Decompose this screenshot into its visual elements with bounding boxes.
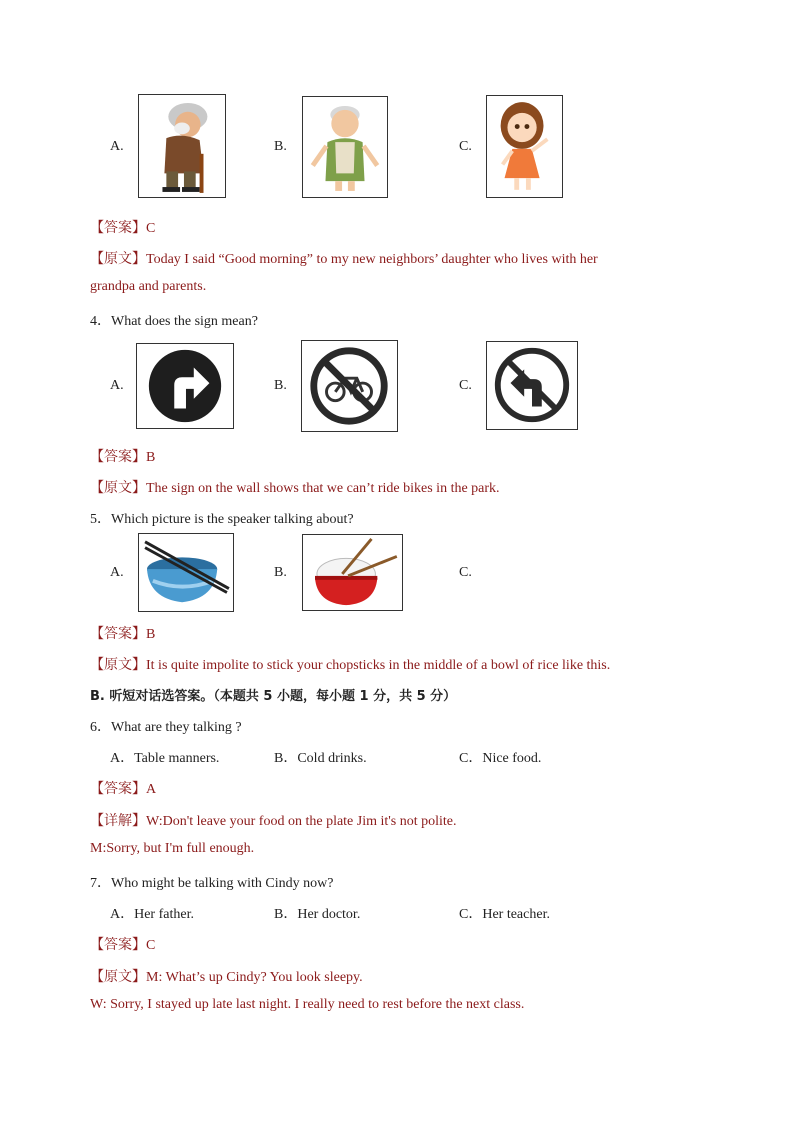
- q4-option-b-label: B.: [274, 378, 287, 393]
- q7-option-c: C．Her teacher.: [459, 907, 550, 922]
- original-line: The sign on the wall shows that we can’t ride bikes in the park.: [146, 481, 500, 496]
- q4-option-a-image: [136, 343, 234, 429]
- q6-answer: [90, 778, 156, 798]
- grandmother-icon: [303, 97, 387, 197]
- q3-option-a-label: A.: [110, 139, 124, 154]
- q7-original-text-line2: W: Sorry, I stayed up late last night. I really need to rest before the next class.: [90, 997, 525, 1012]
- answer-value: C: [146, 938, 156, 953]
- detail-line: W:Don't leave your food on the plate Jim it's not polite.: [146, 814, 457, 829]
- q4-option-a-label: A.: [110, 378, 124, 393]
- q3-option-b-image: [302, 96, 388, 198]
- q4-option-c-label: C.: [459, 378, 472, 393]
- q5-option-b-image: [302, 534, 403, 611]
- q7-original-text: [90, 966, 363, 986]
- q6-detail-line2: M:Sorry, but I'm full enough.: [90, 841, 255, 856]
- q4-option-c-image: [486, 341, 578, 430]
- no-left-turn-sign-icon: [487, 342, 577, 429]
- answer-tag: 【答案】: [90, 627, 146, 642]
- original-tag: 【原文】: [90, 658, 146, 673]
- detail-tag: 【详解】: [90, 814, 146, 829]
- answer-value: B: [146, 450, 156, 465]
- q3-answer: [90, 217, 155, 237]
- q6-option-b: B．Cold drinks.: [274, 751, 367, 766]
- answer-tag: 【答案】: [90, 221, 146, 236]
- answer-tag: 【答案】: [90, 938, 146, 953]
- q4-option-b-image: [301, 340, 398, 432]
- q3-original-text-line2: grandpa and parents.: [90, 279, 207, 294]
- original-line: Today I said “Good morning” to my new neighbors’ daughter who lives with her: [146, 252, 598, 267]
- rice-bowl-chopsticks-icon: [303, 535, 402, 610]
- q4-original-text: [90, 477, 500, 497]
- q6-question: 6．What are they talking ?: [90, 720, 242, 735]
- q5-option-c-label: C.: [459, 565, 472, 580]
- q7-option-a: A．Her father.: [110, 907, 194, 922]
- q6-option-a: A．Table manners.: [110, 751, 220, 766]
- answer-value: B: [146, 627, 156, 642]
- girl-icon: [487, 96, 562, 197]
- q7-question: 7．Who might be talking with Cindy now?: [90, 876, 334, 891]
- answer-value: C: [146, 221, 156, 236]
- answer-value: A: [146, 782, 157, 797]
- original-tag: 【原文】: [90, 970, 146, 985]
- q4-answer: [90, 446, 155, 466]
- section-b-heading: B. 听短对话选答案。（本题共 5 小题，每小题 1 分，共 5 分）: [90, 689, 457, 704]
- q5-option-b-label: B.: [274, 565, 287, 580]
- old-man-icon: [139, 95, 225, 197]
- q3-option-c-image: [486, 95, 563, 198]
- q7-answer: [90, 934, 155, 954]
- q3-option-b-label: B.: [274, 139, 287, 154]
- q3-option-c-label: C.: [459, 139, 472, 154]
- q3-option-a-image: [138, 94, 226, 198]
- q5-answer: [90, 623, 155, 643]
- q6-detail: [90, 810, 457, 830]
- q5-question: 5．Which picture is the speaker talking about?: [90, 512, 354, 527]
- no-bicycle-sign-icon: [302, 341, 397, 431]
- answer-tag: 【答案】: [90, 450, 146, 465]
- q3-original-text: [90, 248, 598, 268]
- original-line: M: What’s up Cindy? You look sleepy.: [146, 970, 363, 985]
- q4-question: 4．What does the sign mean?: [90, 314, 258, 329]
- original-line: It is quite impolite to stick your chopsticks in the middle of a bowl of rice like this.: [146, 658, 611, 673]
- q5-option-a-label: A.: [110, 565, 124, 580]
- original-tag: 【原文】: [90, 252, 146, 267]
- q6-option-c: C．Nice food.: [459, 751, 542, 766]
- bowl-chopsticks-icon: [139, 534, 233, 611]
- turn-right-sign-icon: [137, 344, 233, 428]
- q7-option-b: B．Her doctor.: [274, 907, 361, 922]
- original-tag: 【原文】: [90, 481, 146, 496]
- q5-option-a-image: [138, 533, 234, 612]
- answer-tag: 【答案】: [90, 782, 146, 797]
- q5-original-text: [90, 654, 610, 674]
